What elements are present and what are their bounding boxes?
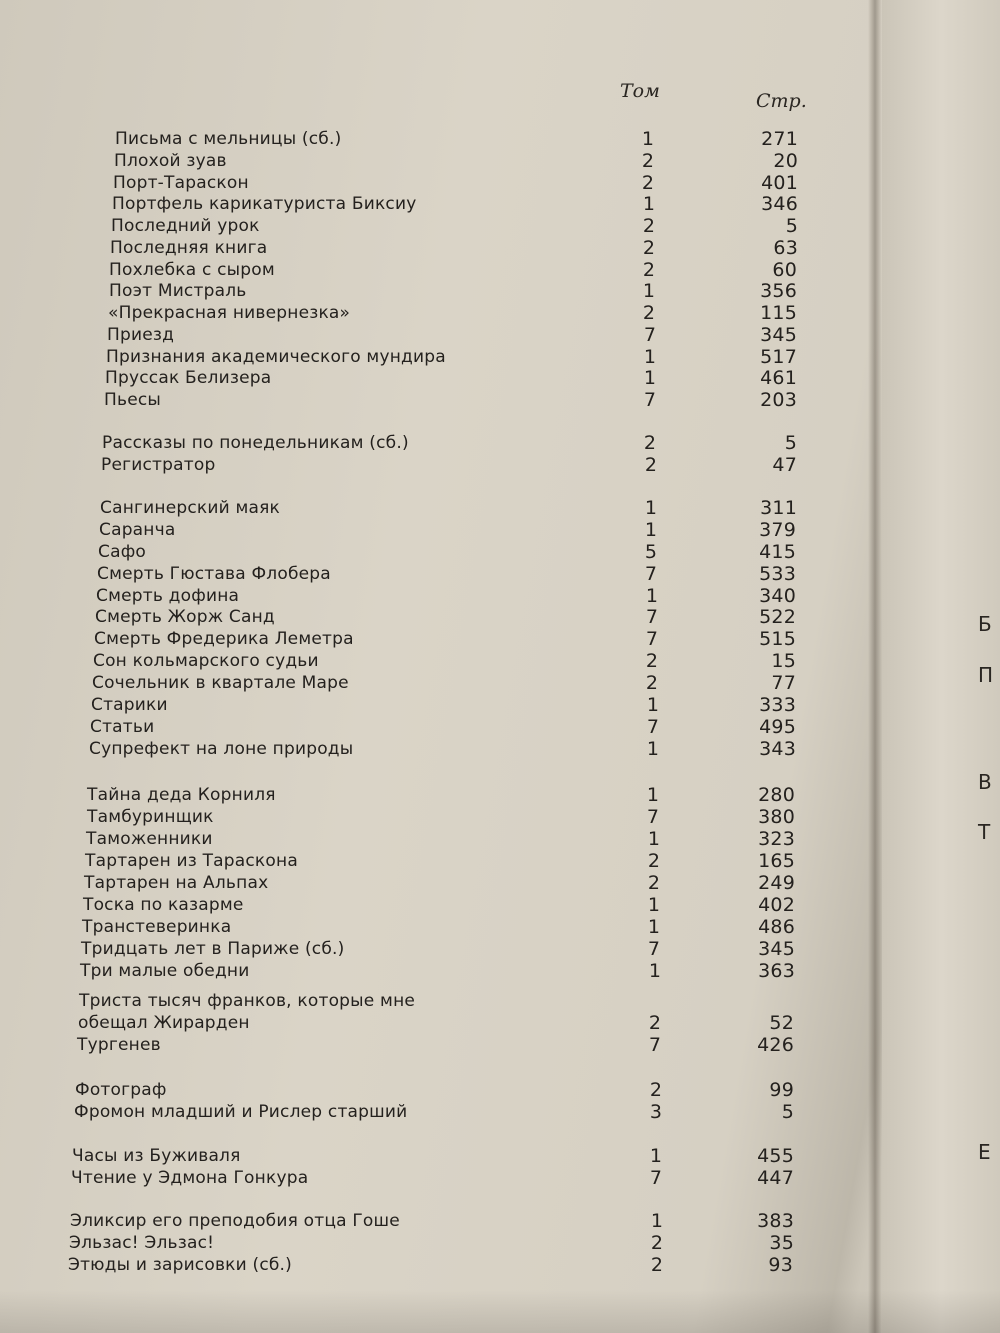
index-entry [0, 193, 820, 215]
index-entry [0, 563, 820, 585]
entry-volume: 3 [649, 1101, 663, 1123]
entry-title: Пьесы [104, 390, 162, 410]
entry-title: Сон кольмарского судьи [93, 651, 319, 671]
index-entry [0, 1101, 820, 1123]
entry-page: 356 [760, 280, 797, 302]
entry-volume: 1 [647, 894, 661, 916]
index-entry [0, 1012, 820, 1034]
index-entry [0, 738, 820, 760]
index-entry [0, 916, 820, 938]
entry-title: Похлебка с сыром [109, 260, 275, 280]
entry-page: 249 [758, 872, 795, 894]
entry-page: 343 [759, 738, 796, 760]
entry-title: Статьи [90, 717, 155, 737]
entry-volume: 1 [646, 738, 660, 760]
entry-page: 323 [758, 828, 795, 850]
entry-title: Эльзас! Эльзас! [69, 1233, 215, 1253]
index-entry [0, 672, 820, 694]
entry-title: обещал Жирарден [78, 1013, 250, 1033]
index-entry [0, 872, 820, 894]
entry-volume: 7 [648, 1034, 662, 1056]
entry-page: 447 [757, 1167, 794, 1189]
entry-title: Сочельник в квартале Маре [92, 673, 349, 693]
entry-volume: 2 [644, 454, 658, 476]
entry-page: 345 [760, 324, 797, 346]
index-entry [0, 367, 820, 389]
entry-volume: 1 [642, 193, 656, 215]
entry-title: Смерть Жорж Санд [95, 607, 275, 627]
entry-title: Саранча [99, 520, 176, 540]
entry-volume: 7 [644, 563, 658, 585]
facing-page-letter: П [978, 663, 994, 687]
entry-page: 401 [761, 172, 798, 194]
index-entry [0, 806, 820, 828]
index-entry [0, 650, 820, 672]
index-entry [0, 1254, 820, 1276]
entry-title: Тридцать лет в Париже (сб.) [81, 939, 345, 959]
index-entry [0, 1210, 820, 1232]
entry-volume: 2 [649, 1079, 663, 1101]
entry-title: Смерть Фредерика Леметра [94, 629, 354, 649]
index-entry [0, 990, 820, 1012]
entry-volume: 2 [645, 672, 659, 694]
entry-page: 461 [760, 367, 797, 389]
entry-page: 340 [759, 585, 796, 607]
entry-title: Портфель карикатуриста Биксиу [112, 194, 417, 214]
entry-title: Плохой зуав [114, 151, 227, 171]
entry-title: Эликсир его преподобия отца Гоше [70, 1211, 400, 1231]
entry-volume: 1 [649, 1145, 663, 1167]
index-entry [0, 694, 820, 716]
entry-volume: 1 [647, 916, 661, 938]
entry-title: Транстеверинка [82, 917, 232, 937]
entry-page: 311 [760, 497, 797, 519]
entry-volume: 7 [645, 606, 659, 628]
index-entry [0, 606, 820, 628]
entry-title: Этюды и зарисовки (сб.) [68, 1255, 292, 1275]
index-entry [0, 454, 820, 476]
entry-title: Тартарен на Альпах [84, 873, 269, 893]
index-entry [0, 237, 820, 259]
entry-page: 271 [761, 128, 798, 150]
entry-page: 77 [771, 672, 796, 694]
index-entry [0, 172, 820, 194]
entry-title: Сафо [98, 542, 147, 562]
entry-volume: 1 [642, 280, 656, 302]
entry-title: Чтение у Эдмона Гонкура [71, 1168, 309, 1188]
entry-title: Смерть дофина [96, 586, 240, 606]
entry-title: Рассказы по понедельникам (сб.) [102, 433, 409, 453]
entry-page: 455 [757, 1145, 794, 1167]
entry-page: 5 [784, 432, 797, 454]
entry-title: Тайна деда Корниля [87, 785, 276, 805]
entry-page: 5 [785, 215, 798, 237]
index-entry [0, 1034, 820, 1056]
entry-page: 363 [758, 960, 795, 982]
entry-page: 522 [759, 606, 796, 628]
entry-title: Письма с мельницы (сб.) [115, 129, 342, 149]
entry-page: 379 [759, 519, 796, 541]
index-entry [0, 346, 820, 368]
entry-page: 345 [758, 938, 795, 960]
index-entry [0, 1232, 820, 1254]
entry-volume: 7 [646, 806, 660, 828]
entry-title: Сангинерский маяк [100, 498, 280, 518]
entry-page: 52 [769, 1012, 794, 1034]
entry-volume: 2 [650, 1232, 664, 1254]
entry-volume: 7 [646, 716, 660, 738]
entry-volume: 2 [641, 150, 655, 172]
entry-title: Тоска по казарме [83, 895, 244, 915]
entry-volume: 7 [643, 389, 657, 411]
entry-volume: 2 [643, 432, 657, 454]
entry-title: Смерть Гюстава Флобера [97, 564, 331, 584]
index-entry [0, 150, 820, 172]
entry-title: Таможенники [86, 829, 213, 849]
entry-volume: 2 [642, 259, 656, 281]
index-entry [0, 1167, 820, 1189]
entry-volume: 1 [646, 694, 660, 716]
index-entry [0, 541, 820, 563]
entry-page: 15 [771, 650, 796, 672]
entry-volume: 2 [647, 850, 661, 872]
entry-volume: 1 [648, 960, 662, 982]
index-entry [0, 716, 820, 738]
index-entry [0, 784, 820, 806]
entry-page: 515 [759, 628, 796, 650]
index-entry [0, 215, 820, 237]
entry-volume: 5 [644, 541, 658, 563]
facing-page-letter: В [978, 770, 992, 794]
entry-title: Три малые обедни [80, 961, 250, 981]
index-entry [0, 960, 820, 982]
entry-page: 402 [758, 894, 795, 916]
entry-page: 346 [761, 193, 798, 215]
index-entry [0, 302, 820, 324]
entry-volume: 1 [645, 585, 659, 607]
entry-volume: 1 [641, 128, 655, 150]
entry-page: 533 [759, 563, 796, 585]
entry-page: 517 [760, 346, 797, 368]
index-entry [0, 938, 820, 960]
entry-title: Тартарен из Тараскона [85, 851, 298, 871]
page-column-header: Стр. [756, 90, 807, 112]
volume-column-header: Том [620, 80, 660, 102]
entry-volume: 1 [650, 1210, 664, 1232]
entry-volume: 1 [644, 497, 658, 519]
index-entry [0, 389, 820, 411]
index-entry [0, 1145, 820, 1167]
index-entry [0, 280, 820, 302]
entry-volume: 1 [643, 346, 657, 368]
entry-page: 165 [758, 850, 795, 872]
entry-volume: 2 [642, 302, 656, 324]
facing-page-letter: Т [978, 820, 991, 844]
entry-volume: 1 [643, 367, 657, 389]
bottom-shadow [0, 1290, 1000, 1333]
entry-title: Тургенев [77, 1035, 161, 1055]
index-entry [0, 1079, 820, 1101]
entry-title: Последняя книга [110, 238, 268, 258]
facing-page-letter: Б [978, 612, 992, 636]
entry-title: Порт-Тараскон [113, 173, 249, 193]
entry-volume: 2 [642, 215, 656, 237]
entry-page: 35 [769, 1232, 794, 1254]
index-entry [0, 497, 820, 519]
entry-volume: 7 [643, 324, 657, 346]
entry-page: 486 [758, 916, 795, 938]
entry-volume: 7 [649, 1167, 663, 1189]
index-entry [0, 324, 820, 346]
entry-volume: 1 [644, 519, 658, 541]
entry-title: Признания академического мундира [106, 347, 446, 367]
entry-volume: 2 [648, 1012, 662, 1034]
entry-page: 60 [772, 259, 797, 281]
entry-page: 47 [772, 454, 797, 476]
entry-volume: 2 [647, 872, 661, 894]
book-gutter [868, 0, 882, 1333]
entry-volume: 2 [642, 237, 656, 259]
entry-page: 63 [773, 237, 798, 259]
facing-page-letter: Е [978, 1140, 991, 1164]
entry-volume: 1 [646, 784, 660, 806]
entry-page: 99 [769, 1079, 794, 1101]
entry-title: Регистратор [101, 455, 216, 475]
entry-title: Старики [91, 695, 168, 715]
entry-title: Пруссак Белизера [105, 368, 272, 388]
entry-volume: 7 [647, 938, 661, 960]
entry-page: 333 [759, 694, 796, 716]
entry-page: 115 [760, 302, 797, 324]
index-entry [0, 828, 820, 850]
entry-title: Фромон младший и Рислер старший [74, 1102, 408, 1122]
entry-page: 280 [758, 784, 795, 806]
entry-title: Тамбуринщик [87, 807, 214, 827]
entry-title: Фотограф [75, 1080, 167, 1100]
entry-page: 383 [757, 1210, 794, 1232]
entry-title: «Прекрасная нивернезка» [108, 303, 351, 323]
entry-volume: 7 [645, 628, 659, 650]
index-entry [0, 850, 820, 872]
entry-title: Часы из Буживаля [72, 1146, 241, 1166]
entry-volume: 1 [647, 828, 661, 850]
entry-page: 380 [758, 806, 795, 828]
entry-volume: 2 [645, 650, 659, 672]
entry-title: Супрефект на лоне природы [89, 739, 354, 759]
entry-page: 20 [773, 150, 798, 172]
index-entry [0, 259, 820, 281]
entry-page: 426 [757, 1034, 794, 1056]
entry-title: Последний урок [111, 216, 260, 236]
entry-page: 93 [768, 1254, 793, 1276]
index-entry [0, 432, 820, 454]
index-entry [0, 519, 820, 541]
index-entry [0, 628, 820, 650]
entry-page: 5 [781, 1101, 794, 1123]
entry-title: Приезд [107, 325, 175, 345]
entry-title: Триста тысяч франков, которые мне [79, 991, 416, 1011]
index-entry [0, 585, 820, 607]
entry-page: 495 [759, 716, 796, 738]
entry-volume: 2 [650, 1254, 664, 1276]
entry-volume: 2 [641, 172, 655, 194]
index-entry [0, 128, 820, 150]
entry-page: 203 [760, 389, 797, 411]
index-entry [0, 894, 820, 916]
entry-page: 415 [759, 541, 796, 563]
entry-title: Поэт Мистраль [109, 281, 247, 301]
